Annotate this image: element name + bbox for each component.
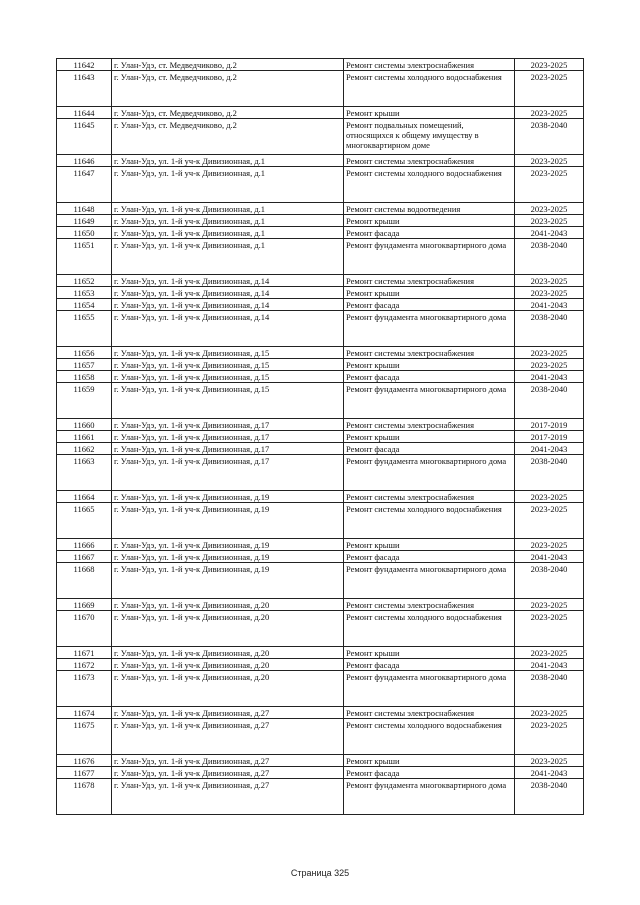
work-type-cell: Ремонт фундамента многоквартирного дома	[344, 239, 515, 275]
row-number-cell: 11646	[57, 155, 112, 167]
period-cell: 2038-2040	[515, 671, 584, 707]
address-cell: г. Улан-Удэ, ул. 1-й уч-к Дивизионная, д.15	[112, 371, 344, 383]
address-cell: г. Улан-Удэ, ул. 1-й уч-к Дивизионная, д.15	[112, 347, 344, 359]
address-cell: г. Улан-Удэ, ул. 1-й уч-к Дивизионная, д.1	[112, 239, 344, 275]
row-number-cell: 11643	[57, 71, 112, 107]
table-row	[57, 563, 584, 599]
address-cell: г. Улан-Удэ, ул. 1-й уч-к Дивизионная, д.19	[112, 503, 344, 539]
row-number-cell: 11652	[57, 275, 112, 287]
period-cell: 2023-2025	[515, 707, 584, 719]
row-number-cell: 11660	[57, 419, 112, 431]
work-type-cell: Ремонт системы электроснабжения	[344, 59, 515, 71]
address-cell: г. Улан-Удэ, ул. 1-й уч-к Дивизионная, д.17	[112, 431, 344, 443]
period-cell: 2038-2040	[515, 239, 584, 275]
address-cell: г. Улан-Удэ, ст. Медведчиково, д.2	[112, 71, 344, 107]
work-type-cell: Ремонт системы электроснабжения	[344, 419, 515, 431]
table-row	[57, 299, 584, 311]
row-number-cell: 11669	[57, 599, 112, 611]
period-cell: 2041-2043	[515, 659, 584, 671]
table-row	[57, 779, 584, 815]
table-row	[57, 539, 584, 551]
work-type-cell: Ремонт крыши	[344, 359, 515, 371]
table-row	[57, 647, 584, 659]
address-cell: г. Улан-Удэ, ул. 1-й уч-к Дивизионная, д.14	[112, 299, 344, 311]
period-cell: 2023-2025	[515, 347, 584, 359]
table-row	[57, 59, 584, 71]
row-number-cell: 11665	[57, 503, 112, 539]
address-cell: г. Улан-Удэ, ул. 1-й уч-к Дивизионная, д.1	[112, 203, 344, 215]
work-type-cell: Ремонт системы холодного водоснабжения	[344, 71, 515, 107]
address-cell: г. Улан-Удэ, ул. 1-й уч-к Дивизионная, д.1	[112, 227, 344, 239]
table-row	[57, 371, 584, 383]
address-cell: г. Улан-Удэ, ул. 1-й уч-к Дивизионная, д.19	[112, 551, 344, 563]
row-number-cell: 11657	[57, 359, 112, 371]
address-cell: г. Улан-Удэ, ул. 1-й уч-к Дивизионная, д.20	[112, 659, 344, 671]
work-type-cell: Ремонт системы холодного водоснабжения	[344, 611, 515, 647]
work-type-cell: Ремонт крыши	[344, 539, 515, 551]
table-row	[57, 215, 584, 227]
table-row	[57, 755, 584, 767]
period-cell: 2023-2025	[515, 275, 584, 287]
table-row	[57, 503, 584, 539]
row-number-cell: 11647	[57, 167, 112, 203]
work-type-cell: Ремонт фасада	[344, 767, 515, 779]
period-cell: 2023-2025	[515, 503, 584, 539]
work-type-cell: Ремонт крыши	[344, 647, 515, 659]
table-row	[57, 719, 584, 755]
address-cell: г. Улан-Удэ, ул. 1-й уч-к Дивизионная, д.17	[112, 443, 344, 455]
address-cell: г. Улан-Удэ, ул. 1-й уч-к Дивизионная, д.27	[112, 779, 344, 815]
table-row	[57, 383, 584, 419]
address-cell: г. Улан-Удэ, ул. 1-й уч-к Дивизионная, д.27	[112, 719, 344, 755]
row-number-cell: 11676	[57, 755, 112, 767]
address-cell: г. Улан-Удэ, ул. 1-й уч-к Дивизионная, д.19	[112, 491, 344, 503]
page-number: Страница 325	[290, 868, 350, 878]
address-cell: г. Улан-Удэ, ст. Медведчиково, д.2	[112, 59, 344, 71]
row-number-cell: 11673	[57, 671, 112, 707]
work-type-cell: Ремонт фундамента многоквартирного дома	[344, 779, 515, 815]
table-row	[57, 671, 584, 707]
work-type-cell: Ремонт фундамента многоквартирного дома	[344, 455, 515, 491]
period-cell: 2023-2025	[515, 755, 584, 767]
table-row	[57, 491, 584, 503]
row-number-cell: 11651	[57, 239, 112, 275]
period-cell: 2041-2043	[515, 371, 584, 383]
period-cell: 2023-2025	[515, 719, 584, 755]
address-cell: г. Улан-Удэ, ул. 1-й уч-к Дивизионная, д.15	[112, 383, 344, 419]
row-number-cell: 11663	[57, 455, 112, 491]
address-cell: г. Улан-Удэ, ул. 1-й уч-к Дивизионная, д.27	[112, 707, 344, 719]
table-row	[57, 419, 584, 431]
work-type-cell: Ремонт фундамента многоквартирного дома	[344, 671, 515, 707]
row-number-cell: 11678	[57, 779, 112, 815]
row-number-cell: 11648	[57, 203, 112, 215]
table-row	[57, 155, 584, 167]
table-row	[57, 551, 584, 563]
row-number-cell: 11650	[57, 227, 112, 239]
table-row	[57, 443, 584, 455]
row-number-cell: 11655	[57, 311, 112, 347]
work-type-cell: Ремонт системы электроснабжения	[344, 347, 515, 359]
row-number-cell: 11668	[57, 563, 112, 599]
row-number-cell: 11661	[57, 431, 112, 443]
address-cell: г. Улан-Удэ, ул. 1-й уч-к Дивизионная, д.17	[112, 419, 344, 431]
period-cell: 2023-2025	[515, 599, 584, 611]
work-type-cell: Ремонт крыши	[344, 755, 515, 767]
work-type-cell: Ремонт фасада	[344, 299, 515, 311]
table-row	[57, 71, 584, 107]
work-type-cell: Ремонт системы электроснабжения	[344, 275, 515, 287]
period-cell: 2038-2040	[515, 455, 584, 491]
work-type-cell: Ремонт фундамента многоквартирного дома	[344, 311, 515, 347]
table-row	[57, 203, 584, 215]
table-row	[57, 287, 584, 299]
row-number-cell: 11677	[57, 767, 112, 779]
table-row	[57, 611, 584, 647]
work-type-cell: Ремонт фундамента многоквартирного дома	[344, 383, 515, 419]
work-type-cell: Ремонт крыши	[344, 287, 515, 299]
row-number-cell: 11674	[57, 707, 112, 719]
period-cell: 2023-2025	[515, 359, 584, 371]
row-number-cell: 11645	[57, 119, 112, 155]
period-cell: 2023-2025	[515, 59, 584, 71]
period-cell: 2023-2025	[515, 107, 584, 119]
period-cell: 2041-2043	[515, 299, 584, 311]
table-row	[57, 359, 584, 371]
address-cell: г. Улан-Удэ, ул. 1-й уч-к Дивизионная, д.1	[112, 155, 344, 167]
address-cell: г. Улан-Удэ, ст. Медведчиково, д.2	[112, 119, 344, 155]
period-cell: 2038-2040	[515, 383, 584, 419]
row-number-cell: 11662	[57, 443, 112, 455]
period-cell: 2023-2025	[515, 215, 584, 227]
row-number-cell: 11656	[57, 347, 112, 359]
work-type-cell: Ремонт крыши	[344, 107, 515, 119]
work-type-cell: Ремонт системы водоотведения	[344, 203, 515, 215]
period-cell: 2023-2025	[515, 287, 584, 299]
row-number-cell: 11658	[57, 371, 112, 383]
row-number-cell: 11659	[57, 383, 112, 419]
period-cell: 2038-2040	[515, 563, 584, 599]
period-cell: 2023-2025	[515, 539, 584, 551]
period-cell: 2023-2025	[515, 647, 584, 659]
work-type-cell: Ремонт системы холодного водоснабжения	[344, 719, 515, 755]
period-cell: 2017-2019	[515, 419, 584, 431]
work-type-cell: Ремонт крыши	[344, 215, 515, 227]
address-cell: г. Улан-Удэ, ул. 1-й уч-к Дивизионная, д.20	[112, 671, 344, 707]
address-cell: г. Улан-Удэ, ул. 1-й уч-к Дивизионная, д.1	[112, 167, 344, 203]
address-cell: г. Улан-Удэ, ул. 1-й уч-к Дивизионная, д.27	[112, 755, 344, 767]
row-number-cell: 11644	[57, 107, 112, 119]
work-type-cell: Ремонт фасада	[344, 227, 515, 239]
period-cell: 2023-2025	[515, 71, 584, 107]
table-row	[57, 107, 584, 119]
period-cell: 2038-2040	[515, 119, 584, 155]
address-cell: г. Улан-Удэ, ул. 1-й уч-к Дивизионная, д.14	[112, 311, 344, 347]
work-type-cell: Ремонт крыши	[344, 431, 515, 443]
work-type-cell: Ремонт системы холодного водоснабжения	[344, 503, 515, 539]
row-number-cell: 11653	[57, 287, 112, 299]
address-cell: г. Улан-Удэ, ул. 1-й уч-к Дивизионная, д.27	[112, 767, 344, 779]
period-cell: 2017-2019	[515, 431, 584, 443]
address-cell: г. Улан-Удэ, ул. 1-й уч-к Дивизионная, д.20	[112, 611, 344, 647]
period-cell: 2023-2025	[515, 167, 584, 203]
row-number-cell: 11672	[57, 659, 112, 671]
row-number-cell: 11649	[57, 215, 112, 227]
work-type-cell: Ремонт фасада	[344, 551, 515, 563]
work-type-cell: Ремонт системы холодного водоснабжения	[344, 167, 515, 203]
table-row	[57, 767, 584, 779]
period-cell: 2023-2025	[515, 611, 584, 647]
table-body	[57, 59, 584, 815]
row-number-cell: 11666	[57, 539, 112, 551]
table-row	[57, 119, 584, 155]
address-cell: г. Улан-Удэ, ул. 1-й уч-к Дивизионная, д.14	[112, 275, 344, 287]
table-row	[57, 659, 584, 671]
table-row	[57, 239, 584, 275]
address-cell: г. Улан-Удэ, ул. 1-й уч-к Дивизионная, д.15	[112, 359, 344, 371]
address-cell: г. Улан-Удэ, ул. 1-й уч-к Дивизионная, д.20	[112, 647, 344, 659]
work-type-cell: Ремонт системы электроснабжения	[344, 491, 515, 503]
work-type-cell: Ремонт фасада	[344, 443, 515, 455]
work-type-cell: Ремонт системы электроснабжения	[344, 599, 515, 611]
row-number-cell: 11675	[57, 719, 112, 755]
work-type-cell: Ремонт фундамента многоквартирного дома	[344, 563, 515, 599]
work-type-cell: Ремонт фасада	[344, 371, 515, 383]
period-cell: 2041-2043	[515, 767, 584, 779]
table-row	[57, 599, 584, 611]
table-row	[57, 311, 584, 347]
row-number-cell: 11670	[57, 611, 112, 647]
period-cell: 2041-2043	[515, 443, 584, 455]
period-cell: 2023-2025	[515, 491, 584, 503]
table-row	[57, 707, 584, 719]
table-row	[57, 227, 584, 239]
table-row	[57, 431, 584, 443]
address-cell: г. Улан-Удэ, ул. 1-й уч-к Дивизионная, д.19	[112, 563, 344, 599]
table-row	[57, 347, 584, 359]
address-cell: г. Улан-Удэ, ул. 1-й уч-к Дивизионная, д.20	[112, 599, 344, 611]
table-row	[57, 455, 584, 491]
period-cell: 2041-2043	[515, 551, 584, 563]
repair-schedule-table	[56, 58, 584, 815]
row-number-cell: 11664	[57, 491, 112, 503]
row-number-cell: 11667	[57, 551, 112, 563]
table-row	[57, 275, 584, 287]
period-cell: 2023-2025	[515, 155, 584, 167]
row-number-cell: 11642	[57, 59, 112, 71]
address-cell: г. Улан-Удэ, ст. Медведчиково, д.2	[112, 107, 344, 119]
row-number-cell: 11654	[57, 299, 112, 311]
period-cell: 2023-2025	[515, 203, 584, 215]
row-number-cell: 11671	[57, 647, 112, 659]
period-cell: 2038-2040	[515, 311, 584, 347]
period-cell: 2041-2043	[515, 227, 584, 239]
work-type-cell: Ремонт фасада	[344, 659, 515, 671]
address-cell: г. Улан-Удэ, ул. 1-й уч-к Дивизионная, д.17	[112, 455, 344, 491]
work-type-cell: Ремонт системы электроснабжения	[344, 707, 515, 719]
table-row	[57, 167, 584, 203]
period-cell: 2038-2040	[515, 779, 584, 815]
work-type-cell: Ремонт системы электроснабжения	[344, 155, 515, 167]
address-cell: г. Улан-Удэ, ул. 1-й уч-к Дивизионная, д.1	[112, 215, 344, 227]
address-cell: г. Улан-Удэ, ул. 1-й уч-к Дивизионная, д.14	[112, 287, 344, 299]
work-type-cell: Ремонт подвальных помещений, относящихся к общему имуществу в многоквартирном доме	[344, 119, 515, 155]
address-cell: г. Улан-Удэ, ул. 1-й уч-к Дивизионная, д.19	[112, 539, 344, 551]
